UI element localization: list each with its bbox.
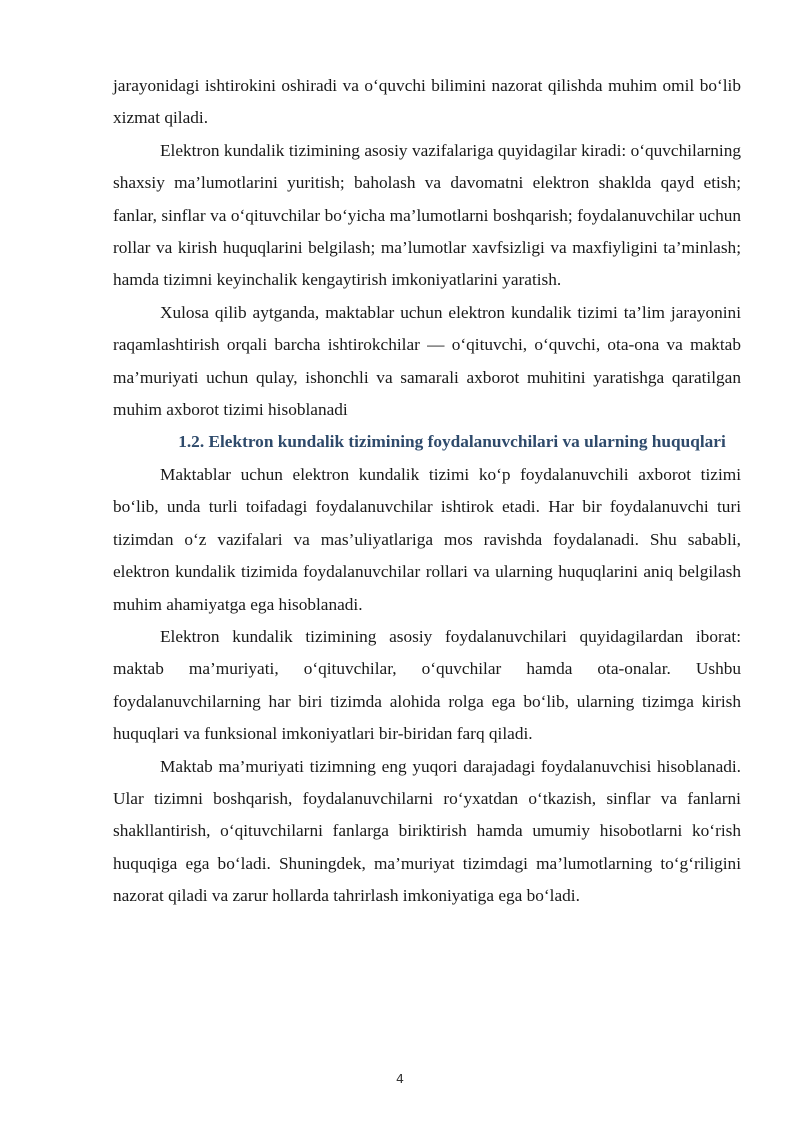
paragraph-continuation: jarayonidagi ishtirokini oshiradi va o‘quvchi bilimini nazorat qilishda muhim omil bo‘lib xizmat qiladi. (113, 76, 741, 128)
document-page (113, 70, 741, 913)
paragraph-main-users: Elektron kundalik tizimining asosiy foydalanuvchilari quyidagilardan iborat: maktab ma’muriyati, o‘qituvchilar, o‘quvchilar hamda ota-onalar. Ushbu foydalanuvchilarning har biri tizimda alohida rolga ega bo‘lib, ularning tizimga kirish huquqlari va funksional imkoniyatlari bir-biridan farq qiladi. (113, 626, 741, 744)
section-heading: 1.2. Elektron kundalik tizimining foydalanuvchilari va ularning huquqlari (178, 432, 726, 452)
paragraph-functions: Elektron kundalik tizimining asosiy vazifalariga quyidagilar kiradi: o‘quvchilarning shaxsiy ma’lumotlarini yuritish; baholash va davomatni elektron shaklda qayd etish; fanlar, sinflar va o‘qituvchilar bo‘yicha ma’lumotlarni boshqarish; foydalanuvchilar uchun rollar va kirish huquqlarini belgilash; ma’lumotlar xavfsizligi va maxfiyligini ta’minlash; hamda tizimni keyinchalik kengaytirish imkoniyatlarini yaratish. (113, 140, 741, 290)
paragraph-conclusion: Xulosa qilib aytganda, maktablar uchun elektron kundalik tizimi ta’lim jarayonini raqamlashtirish orqali barcha ishtirokchilar — o‘qituvchi, o‘quvchi, ota-ona va maktab ma’muriyati uchun qulay, ishonchli va samarali axborot muhitini yaratishga qaratilgan muhim axborot tizimi hisoblanadi (113, 302, 741, 420)
paragraph-multi-user: Maktablar uchun elektron kundalik tizimi ko‘p foydalanuvchili axborot tizimi bo‘lib, unda turli toifadagi foydalanuvchilar ishtirok etadi. Har bir foydalanuvchi turi tizimdan o‘z vazifalari va mas’uliyatlariga mos ravishda foydalanadi. Shu sababli, elektron kundalik tizimida foydalanuvchilar rollari va ularning huquqlarini aniq belgilash muhim ahamiyatga ega hisoblanadi. (113, 464, 741, 614)
page-number: 4 (396, 1071, 404, 1086)
paragraph-administration: Maktab ma’muriyati tizimning eng yuqori darajadagi foydalanuvchisi hisoblanadi. Ular tizimni boshqarish, foydalanuvchilarni ro‘yxatdan o‘tkazish, sinflar va fanlarni shakllantirish, o‘qituvchilarni fanlarga biriktirish hamda umumiy hisobotlarni ko‘rish huquqiga ega bo‘ladi. Shuningdek, ma’muriyat tizimdagi ma’lumotlarning to‘g‘riligini nazorat qiladi va zarur hollarda tahrirlash imkoniyatiga ega bo‘ladi. (113, 756, 741, 906)
